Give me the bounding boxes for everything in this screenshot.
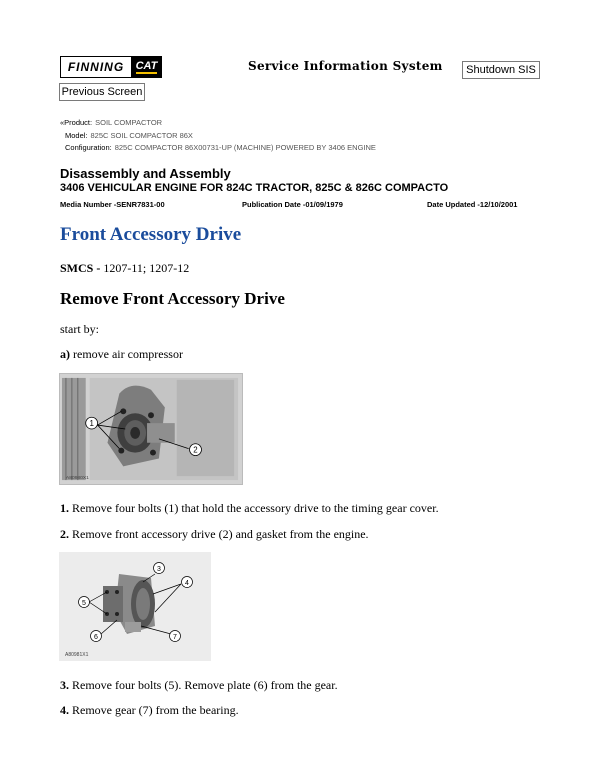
step-2 bbox=[60, 527, 369, 542]
figure-accessory-drive-parts bbox=[59, 552, 211, 661]
model-label: Model: bbox=[65, 130, 88, 140]
step-1-text: Remove four bolts (1) that hold the accessory drive to the timing gear cover. bbox=[72, 501, 439, 515]
prerequisite-a-text: remove air compressor bbox=[73, 347, 183, 361]
figure-1-code: A80980X1 bbox=[65, 476, 89, 482]
section-heading: Front Accessory Drive bbox=[60, 224, 242, 245]
figure-accessory-drive-on-engine bbox=[59, 373, 243, 485]
product-label[interactable]: «Product: bbox=[60, 118, 93, 127]
callout-4: 4 bbox=[185, 580, 189, 587]
document-subtitle: 3406 VEHICULAR ENGINE FOR 824C TRACTOR, 825C & 826C COMPACTO bbox=[60, 182, 449, 194]
step-4 bbox=[60, 703, 239, 718]
product-value: SOIL COMPACTOR bbox=[95, 118, 163, 127]
step-3-number: 3. bbox=[60, 678, 69, 692]
step-3 bbox=[60, 678, 338, 693]
step-4-text: Remove gear (7) from the bearing. bbox=[72, 703, 239, 717]
callout-6: 6 bbox=[94, 634, 98, 641]
configuration-label: Configuration: bbox=[65, 143, 112, 152]
publication-date: Publication Date -01/09/1979 bbox=[242, 200, 343, 209]
callout-2: 2 bbox=[193, 445, 198, 455]
callout-1: 1 bbox=[89, 419, 94, 429]
smcs-line bbox=[60, 261, 189, 276]
start-by-text: start by: bbox=[60, 322, 99, 336]
logo-cat-text: CAT bbox=[131, 57, 161, 77]
date-updated: Date Updated -12/10/2001 bbox=[427, 200, 518, 209]
breadcrumb bbox=[60, 117, 376, 155]
step-1-number: 1. bbox=[60, 501, 69, 515]
callout-5: 5 bbox=[82, 600, 86, 607]
configuration-value: 825C COMPACTOR 86X00731-UP (MACHINE) POWERED BY 3406 ENGINE bbox=[114, 143, 376, 152]
subsection-heading: Remove Front Accessory Drive bbox=[60, 289, 285, 308]
step-3-text: Remove four bolts (5). Remove plate (6) from the gear. bbox=[72, 678, 338, 692]
document-title: Disassembly and Assembly bbox=[60, 166, 231, 181]
step-2-number: 2. bbox=[60, 527, 69, 541]
page-title: Service Information System bbox=[248, 59, 443, 73]
previous-screen-button[interactable]: Previous Screen bbox=[59, 83, 145, 101]
callout-3: 3 bbox=[157, 566, 161, 573]
prerequisite-a bbox=[60, 347, 183, 362]
callout-7: 7 bbox=[173, 634, 177, 641]
figure-2-code: A80981X1 bbox=[65, 652, 89, 658]
step-2-text: Remove front accessory drive (2) and gasket from the engine. bbox=[72, 527, 369, 541]
finning-cat-logo bbox=[60, 56, 162, 78]
prerequisite-a-label: a) bbox=[60, 347, 70, 361]
smcs-value: 1207-11; 1207-12 bbox=[103, 261, 190, 275]
step-1 bbox=[60, 501, 439, 516]
media-number: Media Number -SENR7831-00 bbox=[60, 200, 165, 209]
shutdown-sis-button[interactable]: Shutdown SIS bbox=[462, 61, 540, 79]
model-value: 825C SOIL COMPACTOR 86X bbox=[90, 130, 193, 140]
smcs-label: SMCS - bbox=[60, 261, 101, 275]
logo-finning-text: FINNING bbox=[61, 57, 131, 77]
step-4-number: 4. bbox=[60, 703, 69, 717]
